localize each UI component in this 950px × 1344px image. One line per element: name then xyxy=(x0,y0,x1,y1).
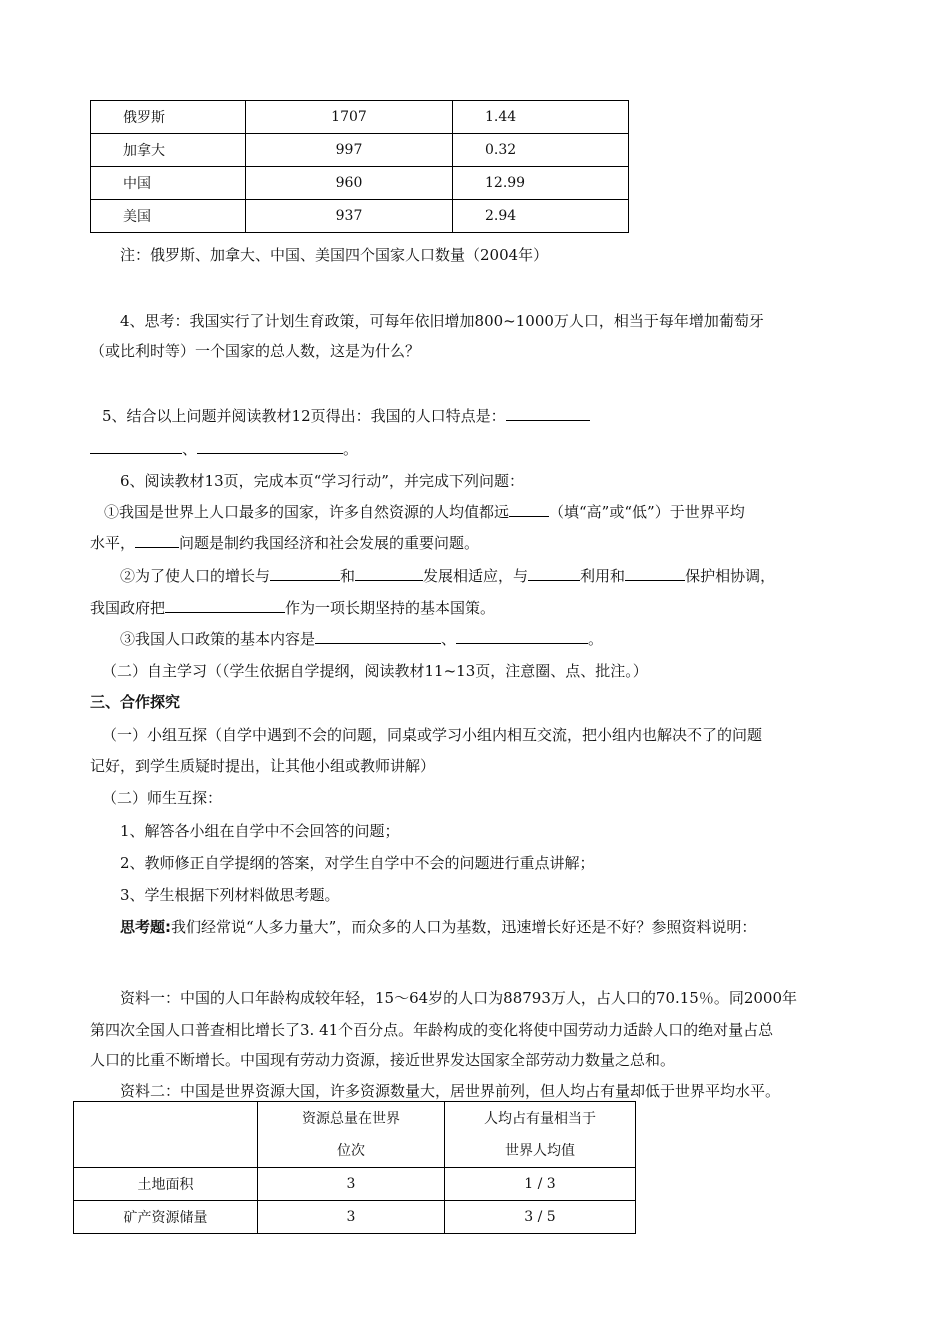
table-row xyxy=(91,101,629,134)
header-line: 人均占有量相当于 xyxy=(484,1110,596,1127)
table-cell: 960 xyxy=(246,167,453,200)
table-cell: 中国 xyxy=(91,167,246,200)
answer-blank[interactable] xyxy=(456,629,588,644)
answer-blank[interactable] xyxy=(90,439,182,454)
answer-blank[interactable] xyxy=(165,598,285,613)
table-header-row xyxy=(74,1102,636,1168)
text: 问题是制约我国经济和社会发展的重要问题。 xyxy=(179,534,480,552)
table-row xyxy=(74,1168,636,1201)
table-cell: 加拿大 xyxy=(91,134,246,167)
table-row xyxy=(91,167,629,200)
question-5-text: 5、结合以上问题并阅读教材12页得出：我国的人口特点是： xyxy=(102,407,506,425)
self-study-note: （二）自主学习（（学生依据自学提纲，阅读教材11~13页，注意圈、点、批注。） xyxy=(102,662,648,680)
answer-blank[interactable] xyxy=(135,533,179,548)
list-item: 2、教师修正自学提纲的答案，对学生自学中不会的问题进行重点讲解； xyxy=(120,854,595,872)
table-header-cell xyxy=(258,1102,445,1168)
answer-blank[interactable] xyxy=(528,566,580,581)
question-5-line2 xyxy=(90,438,358,459)
table-cell: 3 / 5 xyxy=(445,1201,636,1234)
list-item: 3、学生根据下列材料做思考题。 xyxy=(120,886,340,904)
table-cell: 俄罗斯 xyxy=(91,101,246,134)
think-text: 我们经常说“人多力量大”，而众多的人口为基数，迅速增长好还是不好？参照资料说明： xyxy=(171,918,757,936)
separator: 、 xyxy=(182,440,198,458)
table-row xyxy=(74,1201,636,1234)
text: 水平， xyxy=(90,534,136,552)
text: 我国政府把 xyxy=(90,599,166,617)
think-label: 思考题: xyxy=(120,918,171,936)
table-cell: 矿产资源储量 xyxy=(74,1201,258,1234)
table-cell: 1 / 3 xyxy=(445,1168,636,1201)
table-cell: 1707 xyxy=(246,101,453,134)
table-note: 注：俄罗斯、加拿大、中国、美国四个国家人口数量（2004年） xyxy=(120,246,549,264)
resource-table xyxy=(73,1101,636,1234)
text: ③我国人口政策的基本内容是 xyxy=(120,630,316,648)
think-question xyxy=(120,916,756,937)
question-4-line2: （或比利时等）一个国家的总人数，这是为什么？ xyxy=(90,342,421,360)
material-1-line2: 第四次全国人口普查相比增长了3. 41个百分点。年龄构成的变化将使中国劳动力适龄人口的绝对量占总 xyxy=(90,1021,774,1039)
table-cell: 土地面积 xyxy=(74,1168,258,1201)
answer-blank[interactable] xyxy=(506,406,590,421)
answer-blank[interactable] xyxy=(355,566,423,581)
table-cell: 3 xyxy=(258,1201,445,1234)
question-6-3 xyxy=(120,628,603,649)
table-header-cell xyxy=(445,1102,636,1168)
table-cell: 997 xyxy=(246,134,453,167)
question-6-2-line1 xyxy=(120,565,775,586)
material-2: 资料二：中国是世界资源大国，许多资源数量大，居世界前列，但人均占有量却低于世界平均水平。 xyxy=(120,1082,781,1100)
material-1-line1: 资料一：中国的人口年龄构成较年轻，15～64岁的人口为88793万人，占人口的70.15％。同2000年 xyxy=(120,989,798,1007)
answer-blank[interactable] xyxy=(270,566,340,581)
table-cell: 1.44 xyxy=(453,101,629,134)
text: 作为一项长期坚持的基本国策。 xyxy=(285,599,496,617)
text: 和 xyxy=(340,567,356,585)
list-item: 1、解答各小组在自学中不会回答的问题； xyxy=(120,822,400,840)
text: （填“高”或“低”）于世界平均 xyxy=(549,503,745,521)
teacher-student-heading: （二）师生互探： xyxy=(102,789,223,807)
table-cell: 12.99 xyxy=(453,167,629,200)
answer-blank[interactable] xyxy=(509,502,549,517)
question-6-2-line2 xyxy=(90,597,495,618)
question-6-1-line2 xyxy=(90,532,479,553)
question-6: 6、阅读教材13页，完成本页“学习行动”，并完成下列问题： xyxy=(120,472,524,490)
header-line: 位次 xyxy=(337,1142,365,1159)
table-cell: 3 xyxy=(258,1168,445,1201)
text: ②为了使人口的增长与 xyxy=(120,567,271,585)
answer-blank[interactable] xyxy=(315,629,441,644)
question-6-1-line1 xyxy=(104,501,745,522)
material-1-line3: 人口的比重不断增长。中国现有劳动力资源，接近世界发达国家全部劳动力数量之总和。 xyxy=(90,1051,676,1069)
text: 利用和 xyxy=(580,567,626,585)
table-cell: 美国 xyxy=(91,200,246,233)
table-row xyxy=(91,200,629,233)
text: 。 xyxy=(588,630,604,648)
population-table xyxy=(90,100,629,233)
period: 。 xyxy=(343,440,359,458)
question-5-line1 xyxy=(102,405,590,426)
text: ①我国是世界上人口最多的国家，许多自然资源的人均值都远 xyxy=(104,503,510,521)
table-row xyxy=(91,134,629,167)
header-line: 世界人均值 xyxy=(505,1142,575,1159)
text: 发展相适应，与 xyxy=(423,567,529,585)
group-discussion-line2: 记好，到学生质疑时提出，让其他小组或教师讲解） xyxy=(90,757,436,775)
answer-blank[interactable] xyxy=(197,439,343,454)
question-4-line1: 4、思考：我国实行了计划生育政策，可每年依旧增加800~1000万人口，相当于每年增加葡萄牙 xyxy=(120,312,764,330)
header-line: 资源总量在世界 xyxy=(302,1110,400,1127)
table-header-cell xyxy=(74,1102,258,1168)
text: 保护相协调， xyxy=(685,567,776,585)
group-discussion-line1: （一）小组互探（自学中遇到不会的问题，同桌或学习小组内相互交流，把小组内也解决不了的问题 xyxy=(102,726,763,744)
text: 、 xyxy=(441,630,457,648)
table-cell: 0.32 xyxy=(453,134,629,167)
table-cell: 2.94 xyxy=(453,200,629,233)
table-cell: 937 xyxy=(246,200,453,233)
answer-blank[interactable] xyxy=(625,566,685,581)
section-heading: 三、合作探究 xyxy=(90,693,181,711)
